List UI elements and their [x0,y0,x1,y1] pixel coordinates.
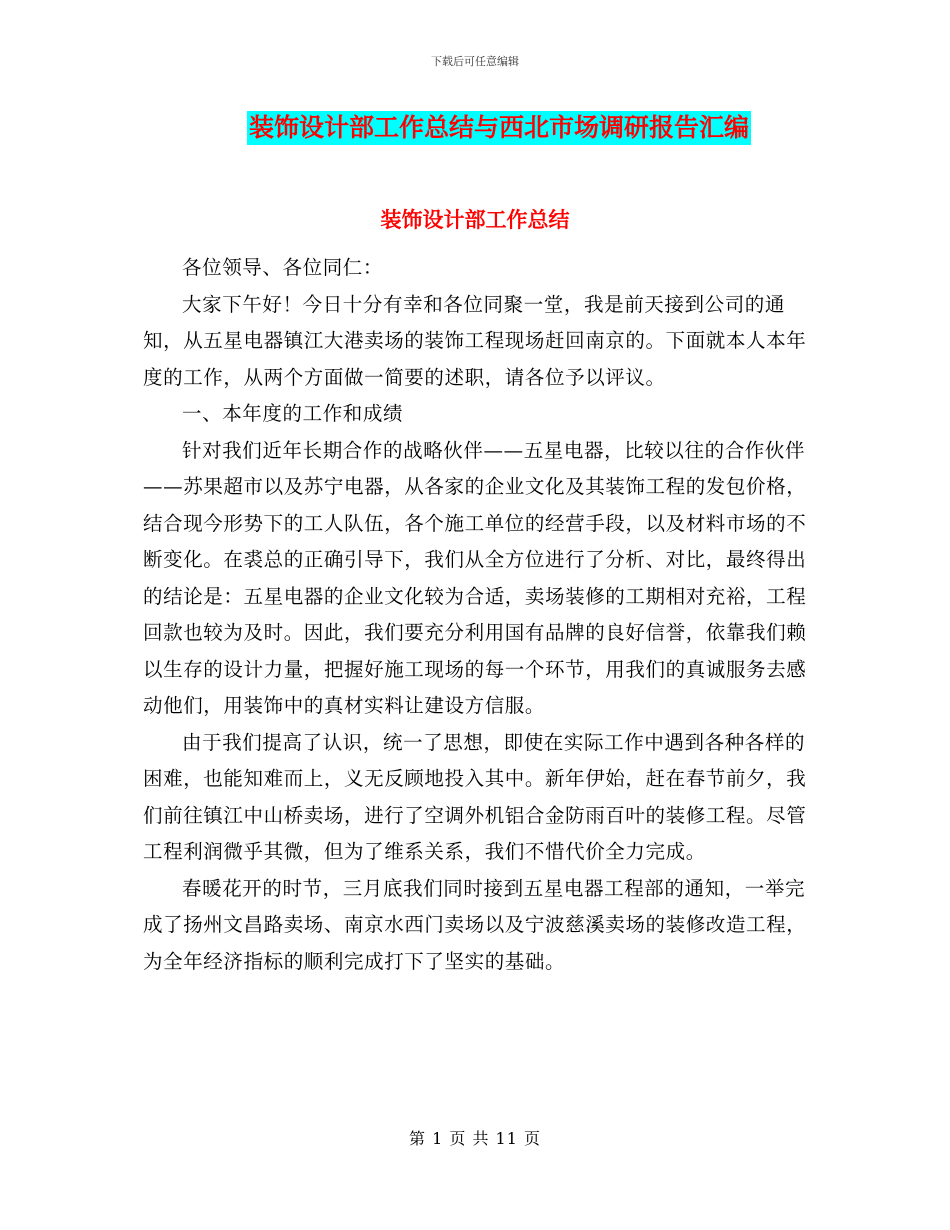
paragraph-strategy: 针对我们近年长期合作的战略伙伴——五星电器，比较以往的合作伙伴——苏果超市以及苏宁电器，从各家的企业文化及其装饰工程的发包价格，结合现今形势下的工人队伍，各个施工单位的经营手段，以及材料市场的不断变化。在裘总的正确引导下，我们从全方位进行了分析、对比，最终得出的结论是：五星电器的企业文化较为合适，卖场装修的工期相对充裕，工程回款也较为及时。因此，我们要充分利用国有品牌的良好信誉，依靠我们赖以生存的设计力量，把握好施工现场的每一个环节，用我们的真诚服务去感动他们，用装饰中的真材实料让建设方信服。 [143,438,807,717]
section-title: 装饰设计部工作总结 [380,208,570,232]
paragraph-greeting: 大家下午好！今日十分有幸和各位同聚一堂，我是前天接到公司的通知，从五星电器镇江大港卖场的装饰工程现场赶回南京的。下面就本人本年度的工作，从两个方面做一简要的述职，请各位予以评议。 [143,292,807,389]
document-body [143,250,807,980]
page-number-footer: 第 1 页 共 11 页 [409,1129,541,1148]
paragraph-salutation: 各位领导、各位同仁： [182,256,384,279]
paragraph-spring-projects: 春暖花开的时节，三月底我们同时接到五星电器工程部的通知，一举完成了扬州文昌路卖场、南京水西门卖场以及宁波慈溪卖场的装修改造工程，为全年经济指标的顺利完成打下了坚实的基础。 [143,876,807,973]
paragraph-heading-achievements: 一、本年度的工作和成绩 [182,402,404,425]
header-note: 下载后可任意编辑 [431,55,519,68]
paragraph-difficulties: 由于我们提高了认识，统一了思想，即使在实际工作中遇到各种各样的困难，也能知难而上，义无反顾地投入其中。新年伊始，赶在春节前夕，我们前往镇江中山桥卖场，进行了空调外机铝合金防雨百叶的装修工程。尽管工程利润微乎其微，但为了维系关系，我们不惜代价全力完成。 [143,730,807,863]
document-title: 装饰设计部工作总结与西北市场调研报告汇编 [247,111,751,145]
document-title-container [0,111,950,145]
